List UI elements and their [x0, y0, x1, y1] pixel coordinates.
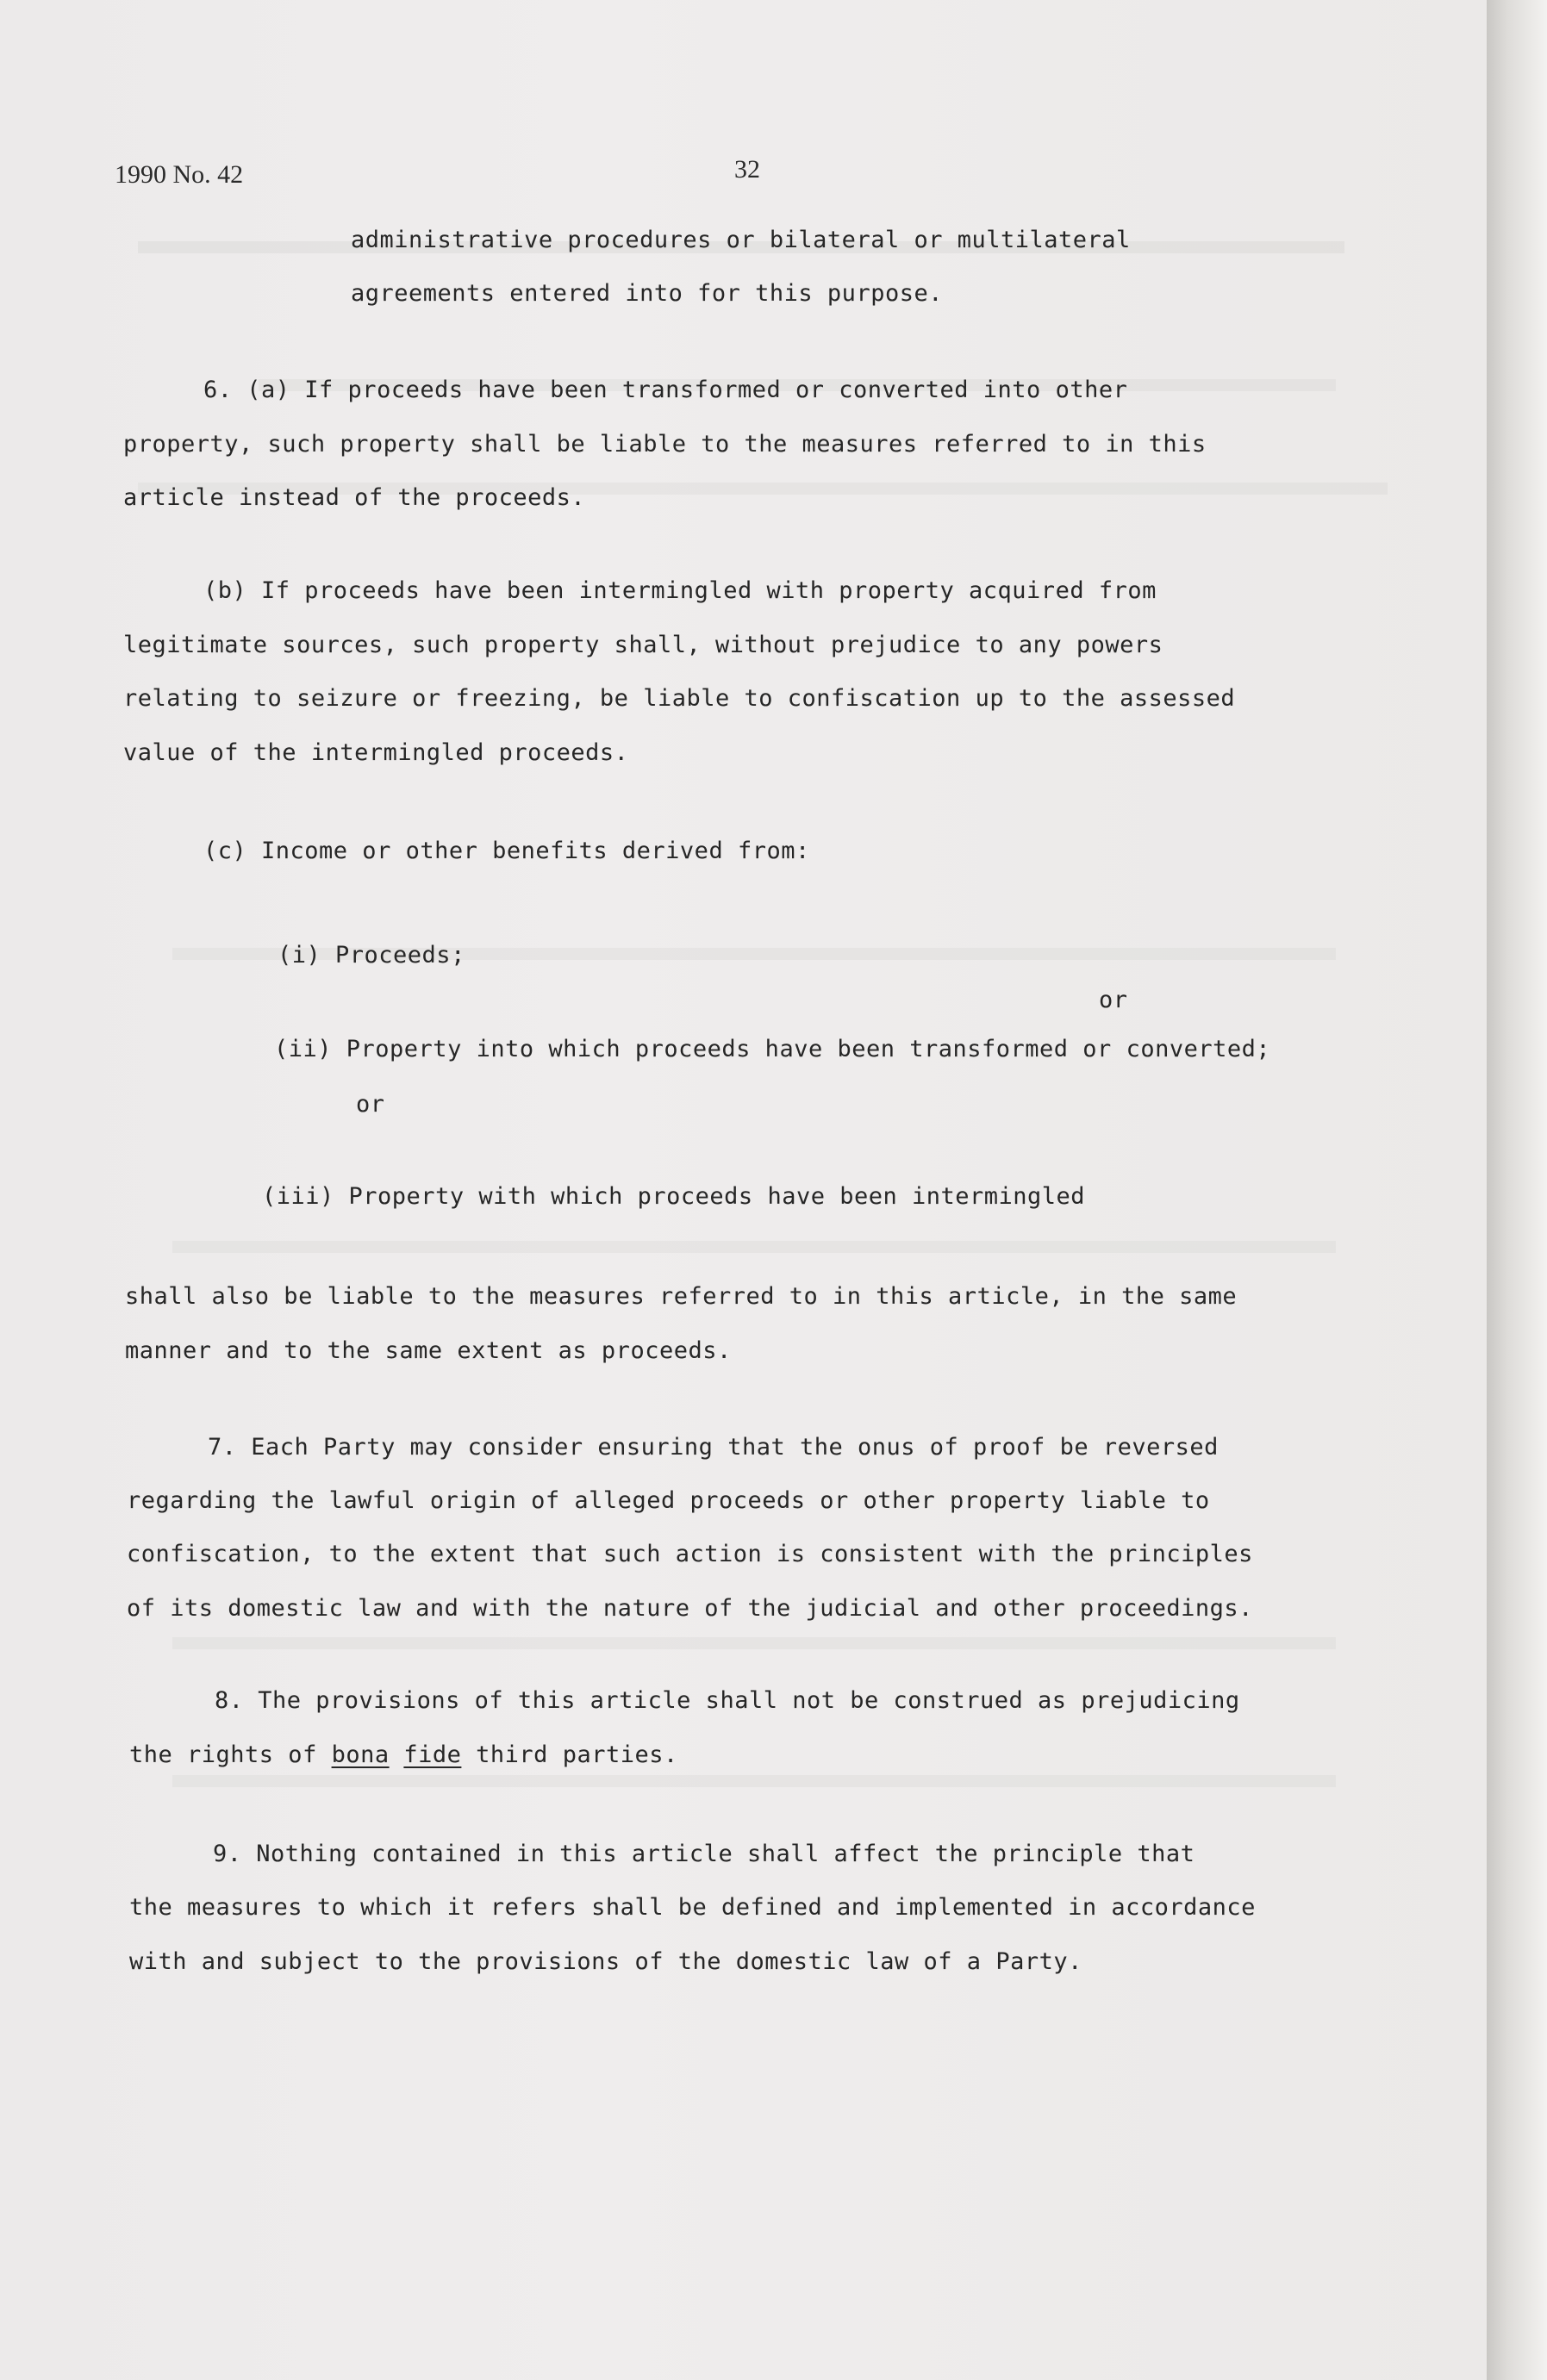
text-line: of its domestic law and with the nature of the judicial and other proceedings. [127, 1595, 1253, 1622]
list-item-i: (i) Proceeds; [278, 942, 465, 969]
fide-underlined: fide [403, 1741, 462, 1768]
text-line: confiscation, to the extent that such action is consistent with the principles [127, 1541, 1253, 1567]
text-line: article instead of the proceeds. [123, 484, 586, 511]
page-edge-shadow [1487, 0, 1547, 2380]
paragraph-7: 7. Each Party may consider ensuring that the onus of proof be reversed [208, 1434, 1219, 1461]
paragraph-8: 8. The provisions of this article shall not be construed as prejudicing [215, 1687, 1240, 1714]
show-through-bleed [172, 1637, 1336, 1649]
bona-underlined: bona [331, 1741, 390, 1768]
text-line: agreements entered into for this purpose. [351, 280, 943, 307]
text-line [129, 1741, 678, 1768]
show-through-bleed [172, 1241, 1336, 1253]
conjunction-or: or [1099, 987, 1128, 1013]
text-line: property, such property shall be liable to the measures referred to in this [123, 431, 1207, 458]
page-number: 32 [734, 155, 760, 184]
text-line: value of the intermingled proceeds. [123, 739, 629, 766]
paragraph-6b: (b) If proceeds have been intermingled with property acquired from [203, 577, 1157, 604]
paragraph-6c: (c) Income or other benefits derived from: [203, 838, 810, 864]
text-segment: the rights of [129, 1741, 332, 1768]
text-line: with and subject to the provisions of the domestic law of a Party. [129, 1948, 1082, 1975]
text-line: manner and to the same extent as proceeds. [125, 1337, 732, 1364]
text-segment: third parties. [461, 1741, 678, 1768]
paragraph-9: 9. Nothing contained in this article shall affect the principle that [213, 1841, 1195, 1867]
show-through-bleed [172, 1775, 1336, 1787]
text-segment [390, 1741, 404, 1768]
text-line: relating to seizure or freezing, be liable to confiscation up to the assessed [123, 685, 1236, 712]
paragraph-6a: 6. (a) If proceeds have been transformed or converted into other [203, 377, 1128, 403]
conjunction-or: or [356, 1091, 385, 1118]
list-item-ii: (ii) Property into which proceeds have been transformed or converted; [274, 1036, 1271, 1062]
document-reference: 1990 No. 42 [115, 160, 244, 189]
text-line: regarding the lawful origin of alleged proceeds or other property liable to [127, 1487, 1210, 1514]
text-line: administrative procedures or bilateral or multilateral [351, 227, 1131, 253]
text-line: shall also be liable to the measures referred to in this article, in the same [125, 1283, 1238, 1310]
list-item-iii: (iii) Property with which proceeds have been intermingled [262, 1183, 1086, 1210]
text-line: the measures to which it refers shall be defined and implemented in accordance [129, 1894, 1256, 1921]
text-line: legitimate sources, such property shall, without prejudice to any powers [123, 632, 1163, 658]
